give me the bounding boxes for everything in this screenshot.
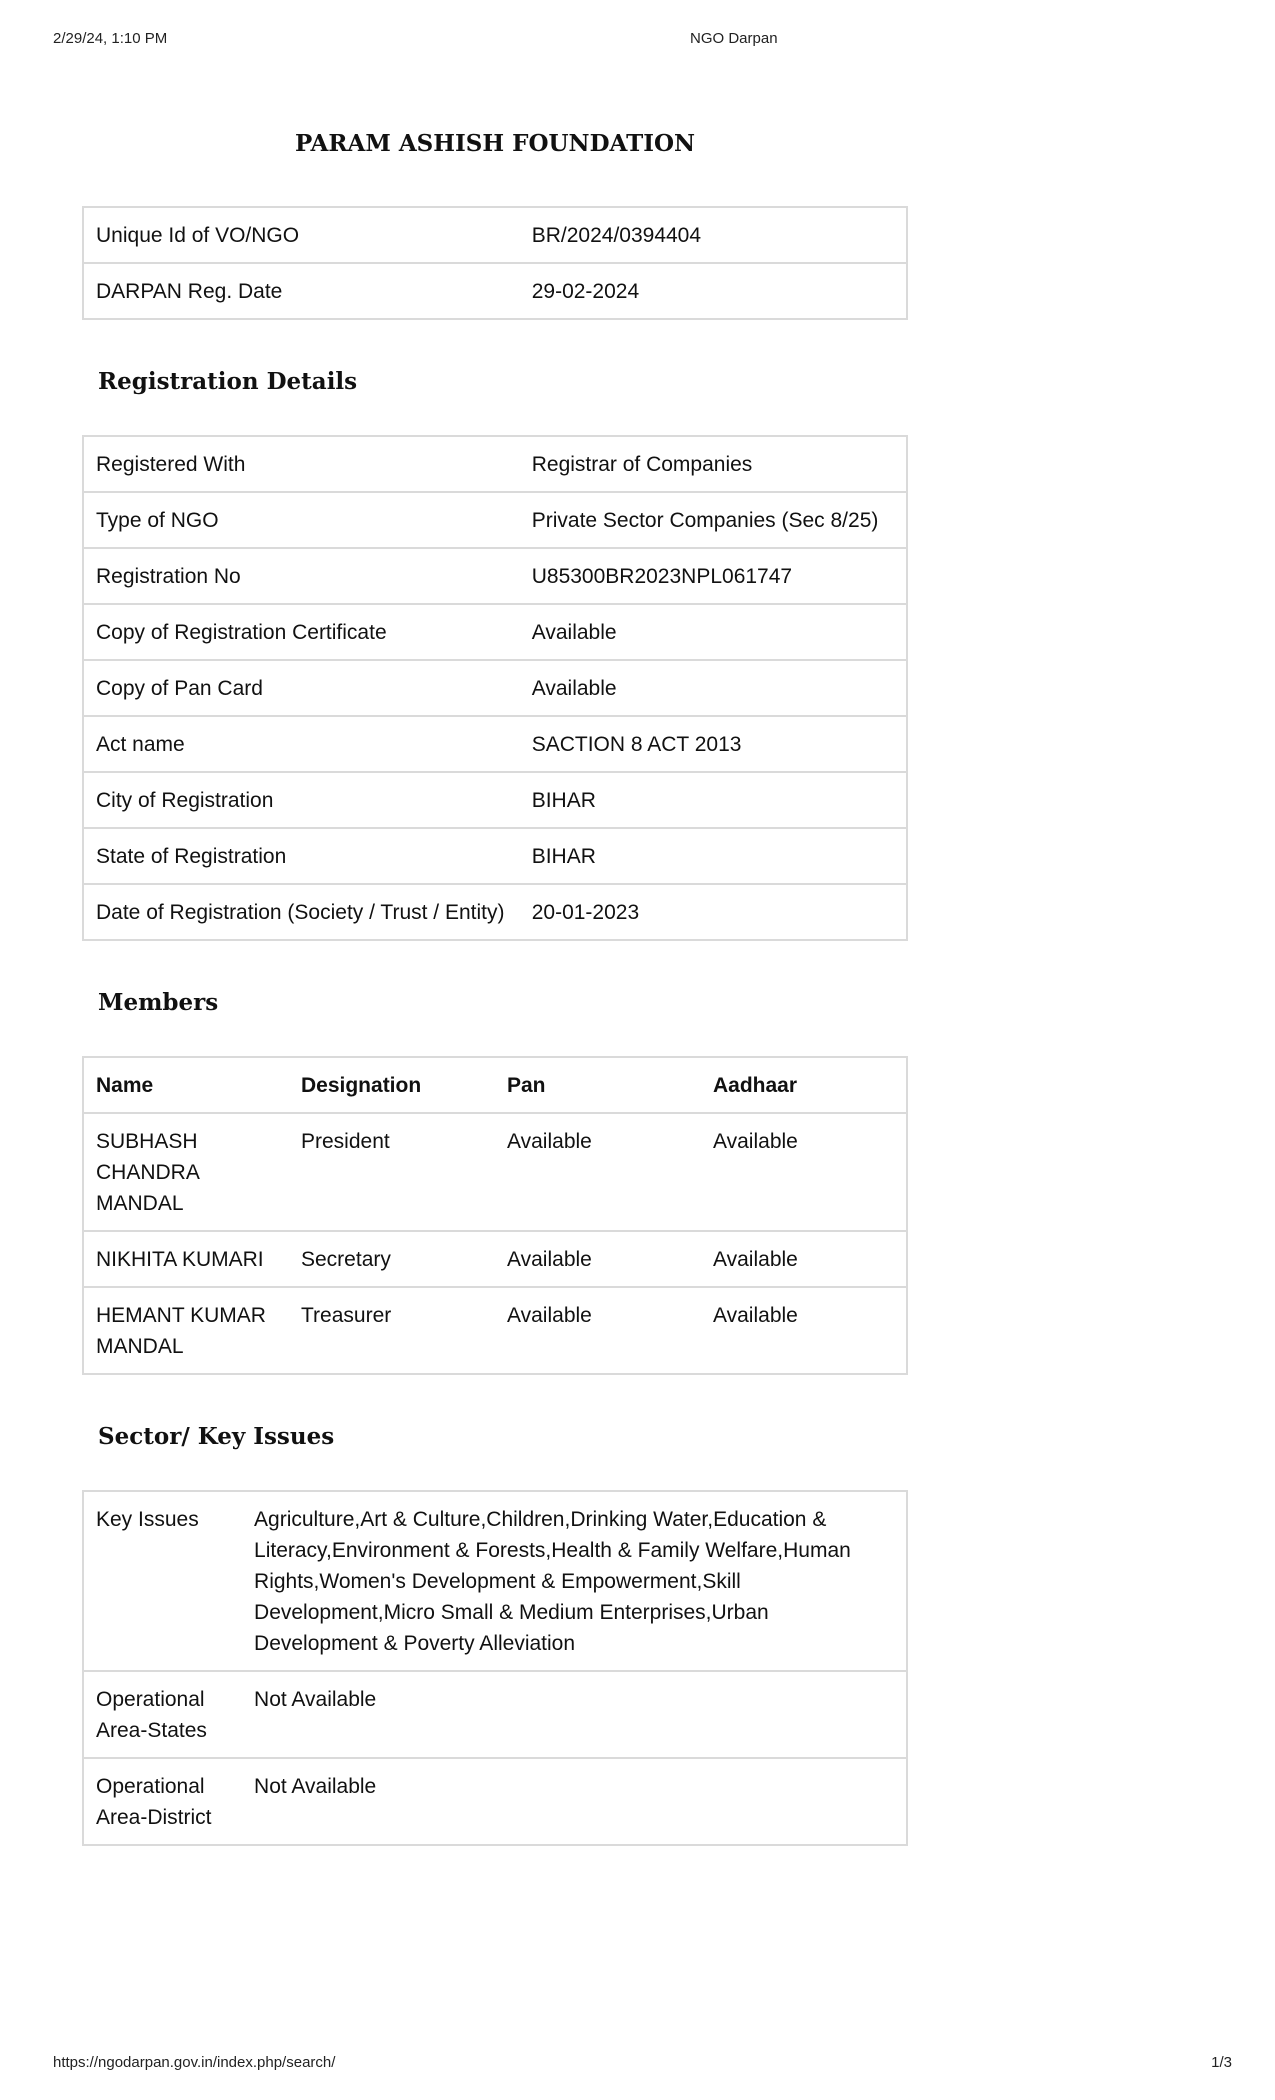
table-row [83,263,907,319]
registration-value: 20-01-2023 [520,884,907,940]
print-footer [0,2050,1275,2080]
member-aadhaar: Available [701,1113,907,1231]
table-header-row [83,1057,907,1113]
member-designation: Secretary [289,1231,495,1287]
sector-label: Key Issues [83,1491,242,1671]
table-row [83,1287,907,1374]
registration-label: Copy of Registration Certificate [83,604,520,660]
table-row [83,436,907,492]
registration-value: Registrar of Companies [520,436,907,492]
sector-value: Agriculture,Art & Culture,Children,Drinking Water,Education & Literacy,Environment & Forests,Health & Family Welfare,Human Rights,Women's Development & Empowerment,Skill Development,Micro Small & Medium Enterprises,Urban Development & Poverty Alleviation [242,1491,907,1671]
table-row [83,1113,907,1231]
sector-value: Not Available [242,1671,907,1758]
table-row [83,1671,907,1758]
table-row [83,1231,907,1287]
registration-table [82,435,908,941]
identity-table [82,206,908,320]
print-page-number: 1/3 [1211,2054,1232,2071]
identity-value: BR/2024/0394404 [520,207,907,263]
print-page-title: NGO Darpan [690,30,778,47]
member-designation: Treasurer [289,1287,495,1374]
section-title-sector: Sector/ Key Issues [98,1423,335,1450]
column-header-name: Name [83,1057,289,1113]
sector-label: Operational Area-States [83,1671,242,1758]
registration-label: State of Registration [83,828,520,884]
print-datetime: 2/29/24, 1:10 PM [53,30,168,47]
sector-value: Not Available [242,1758,907,1845]
column-header-pan: Pan [495,1057,701,1113]
registration-label: Date of Registration (Society / Trust / Entity) [83,884,520,940]
registration-label: Registered With [83,436,520,492]
table-row [83,1758,907,1845]
registration-value: BIHAR [520,772,907,828]
column-header-designation: Designation [289,1057,495,1113]
identity-value: 29-02-2024 [520,263,907,319]
member-designation: President [289,1113,495,1231]
registration-value: U85300BR2023NPL061747 [520,548,907,604]
member-pan: Available [495,1231,701,1287]
member-aadhaar: Available [701,1231,907,1287]
table-row [83,716,907,772]
table-row [83,548,907,604]
registration-label: City of Registration [83,772,520,828]
print-url: https://ngodarpan.gov.in/index.php/search/ [53,2054,336,2071]
registration-label: Type of NGO [83,492,520,548]
member-pan: Available [495,1287,701,1374]
sector-label: Operational Area-District [83,1758,242,1845]
table-row [83,772,907,828]
table-row [83,1491,907,1671]
print-header [0,26,1275,56]
member-aadhaar: Available [701,1287,907,1374]
member-pan: Available [495,1113,701,1231]
registration-value: Private Sector Companies (Sec 8/25) [520,492,907,548]
table-row [83,207,907,263]
organization-name: PARAM ASHISH FOUNDATION [294,130,696,157]
registration-value: Available [520,660,907,716]
table-row [83,492,907,548]
sector-table [82,1490,908,1846]
table-row [83,884,907,940]
table-row [83,828,907,884]
member-name: NIKHITA KUMARI [83,1231,289,1287]
registration-label: Registration No [83,548,520,604]
registration-value: Available [520,604,907,660]
section-title-members: Members [98,989,219,1016]
table-row [83,604,907,660]
registration-value: BIHAR [520,828,907,884]
member-name: HEMANT KUMAR MANDAL [83,1287,289,1374]
members-table [82,1056,908,1375]
identity-label: DARPAN Reg. Date [83,263,520,319]
identity-label: Unique Id of VO/NGO [83,207,520,263]
registration-label: Copy of Pan Card [83,660,520,716]
member-name: SUBHASH CHANDRA MANDAL [83,1113,289,1231]
section-title-registration: Registration Details [98,368,358,395]
table-row [83,660,907,716]
registration-value: SACTION 8 ACT 2013 [520,716,907,772]
document-content [82,124,908,1846]
column-header-aadhaar: Aadhaar [701,1057,907,1113]
registration-label: Act name [83,716,520,772]
